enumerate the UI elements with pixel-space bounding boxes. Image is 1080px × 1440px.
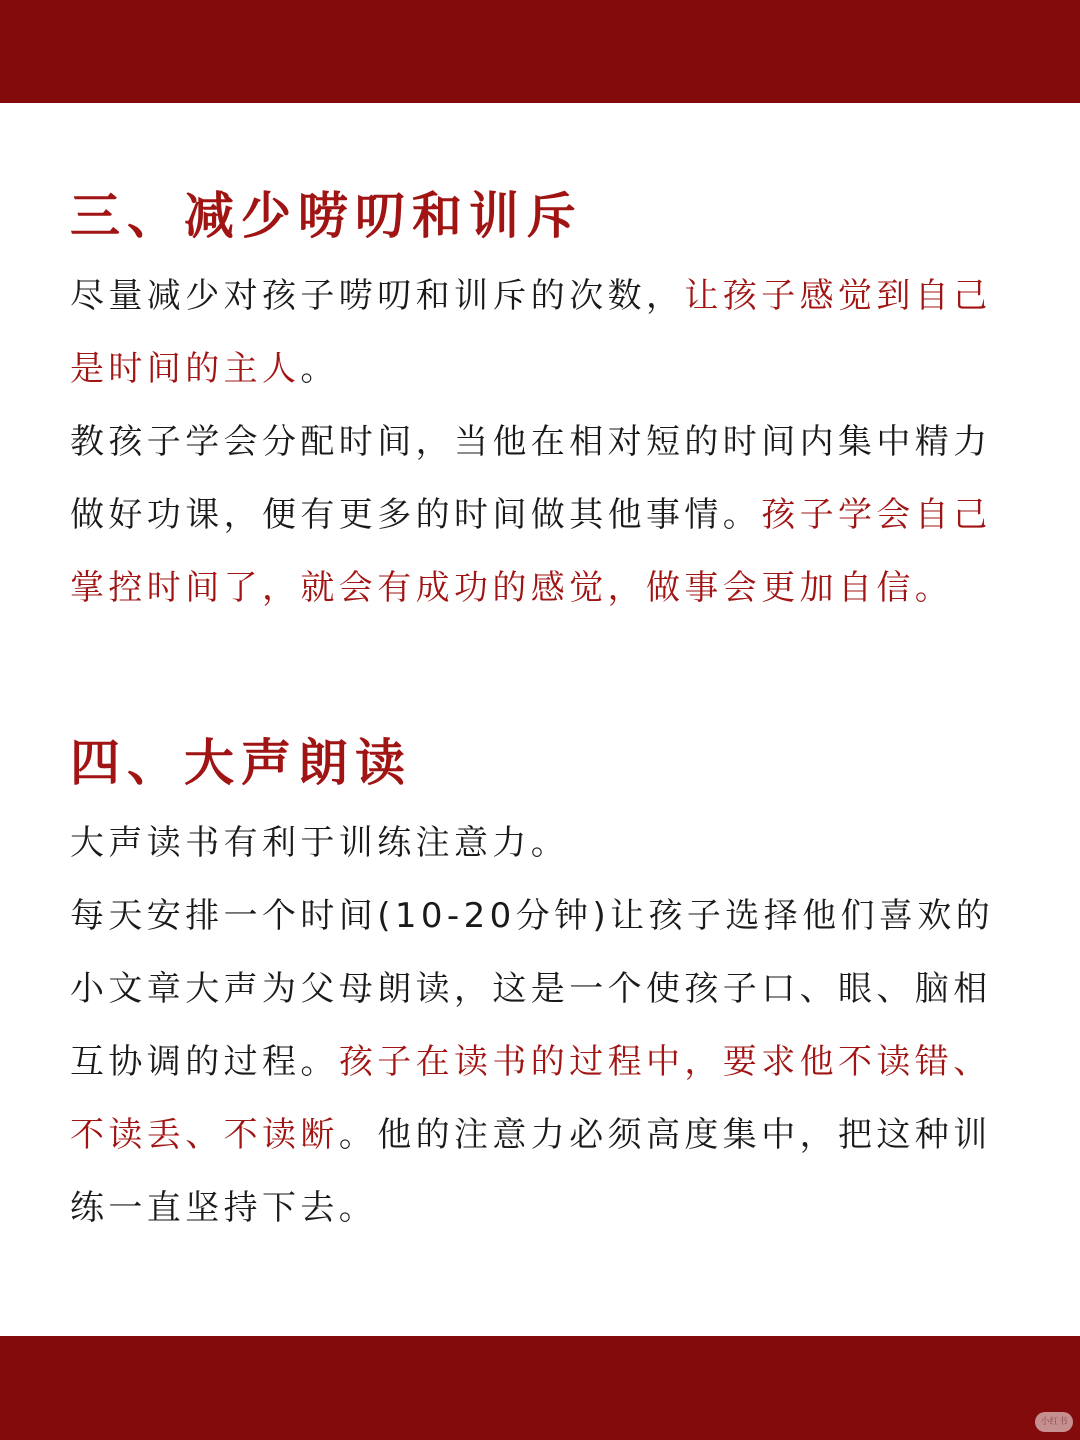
section-4-paragraph-2-text: 每天安排一个时间(10-20分钟)让孩子选择他们喜欢的小文章大声为父母朗读，这是一个使孩子口、眼、脑相互协调的过程。 — [70, 896, 995, 1082]
section-3-paragraph-1-end: 。 — [300, 349, 339, 389]
section-3-paragraph-1 — [70, 260, 1020, 406]
section-4-paragraph-2-highlight: 孩子在读书的过程中，要求他不读错、不读丢、不读断 — [70, 1042, 992, 1155]
top-band — [0, 0, 1080, 103]
section-3-paragraph-1-text: 尽量减少对孩子唠叨和训斥的次数， — [70, 276, 685, 316]
section-4-paragraph-2-end: 。他的注意力必须高度集中，把这种训练一直坚持下去。 — [70, 1115, 992, 1228]
section-4-paragraph-1: 大声读书有利于训练注意力。 — [70, 823, 570, 863]
section-3-paragraph-2 — [70, 406, 1020, 625]
section-3-paragraph-2-highlight: 孩子学会自己掌控时间了，就会有成功的感觉，做事会更加自信。 — [70, 495, 992, 608]
section-3-paragraph-1-highlight: 让孩子感觉到自己是时间的主人 — [70, 276, 992, 389]
bottom-band — [0, 1336, 1080, 1440]
section-4-heading: 四、大声朗读 — [70, 734, 412, 792]
section-3-paragraph-2-text: 教孩子学会分配时间，当他在相对短的时间内集中精力做好功课，便有更多的时间做其他事情。 — [70, 422, 992, 535]
section-3-heading: 三、减少唠叨和训斥 — [70, 187, 583, 245]
section-4-paragraph-2 — [70, 880, 1020, 1245]
watermark-logo: 小红书 — [1035, 1412, 1073, 1432]
